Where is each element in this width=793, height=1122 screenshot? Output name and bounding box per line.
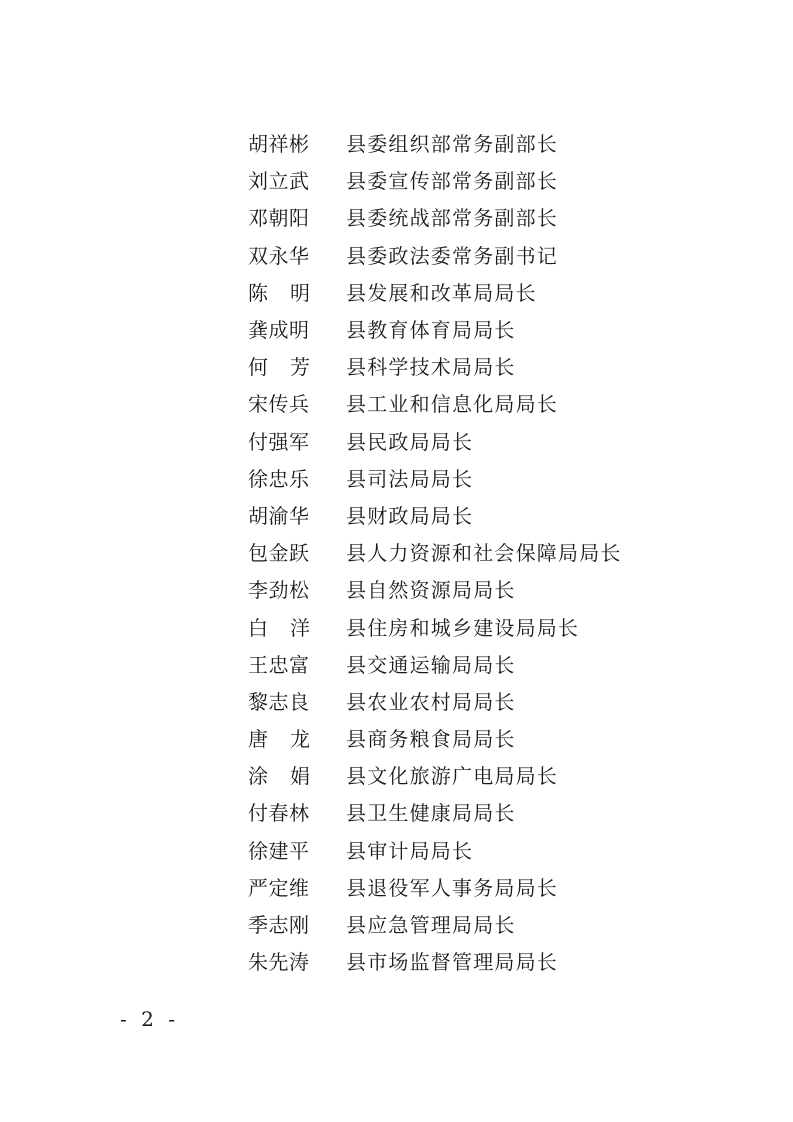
position-title: 县委宣传部常务副部长: [346, 169, 558, 194]
appointment-list: [248, 124, 768, 979]
person-name: 徐建平: [248, 838, 310, 863]
list-item: [248, 422, 768, 459]
position-title: 县民政局局长: [346, 429, 474, 454]
position-title: 县委统战部常务副部长: [346, 206, 558, 231]
list-item: [248, 347, 768, 384]
position-title: 县科学技术局局长: [346, 355, 516, 380]
position-title: 县市场监督管理局局长: [346, 950, 558, 975]
position-title: 县财政局局长: [346, 503, 474, 528]
list-item: [248, 793, 768, 830]
person-name: 王忠富: [248, 652, 310, 677]
position-title: 县审计局局长: [346, 838, 474, 863]
list-item: [248, 868, 768, 905]
person-name: 陈明: [248, 280, 332, 305]
position-title: 县自然资源局局长: [346, 578, 516, 603]
list-item: [248, 161, 768, 198]
person-name: 何芳: [248, 355, 332, 380]
position-title: 县教育体育局局长: [346, 318, 516, 343]
list-item: [248, 719, 768, 756]
person-name: 徐忠乐: [248, 466, 310, 491]
list-item: [248, 831, 768, 868]
position-title: 县委政法委常务副书记: [346, 243, 558, 268]
list-item: [248, 310, 768, 347]
list-item: [248, 533, 768, 570]
list-item: [248, 236, 768, 273]
person-name: 胡渝华: [248, 503, 310, 528]
position-title: 县工业和信息化局局长: [346, 392, 558, 417]
person-name: 严定维: [248, 875, 310, 900]
list-item: [248, 682, 768, 719]
position-title: 县应急管理局局长: [346, 913, 516, 938]
position-title: 县卫生健康局局长: [346, 801, 516, 826]
position-title: 县委组织部常务副部长: [346, 132, 558, 157]
person-name: 朱先涛: [248, 950, 310, 975]
list-item: [248, 942, 768, 979]
person-name: 双永华: [248, 243, 310, 268]
position-title: 县发展和改革局局长: [346, 280, 537, 305]
person-name: 李劲松: [248, 578, 310, 603]
list-item: [248, 124, 768, 161]
position-title: 县商务粮食局局长: [346, 727, 516, 752]
list-item: [248, 198, 768, 235]
person-name: 胡祥彬: [248, 132, 310, 157]
person-name: 龚成明: [248, 318, 310, 343]
position-title: 县退役军人事务局局长: [346, 875, 558, 900]
list-item: [248, 607, 768, 644]
person-name: 唐龙: [248, 727, 332, 752]
person-name: 付强军: [248, 429, 310, 454]
position-title: 县司法局局长: [346, 466, 474, 491]
person-name: 刘立武: [248, 169, 310, 194]
page-number: - 2 -: [120, 1007, 179, 1031]
list-item: [248, 459, 768, 496]
person-name: 付春林: [248, 801, 310, 826]
person-name: 宋传兵: [248, 392, 310, 417]
list-item: [248, 645, 768, 682]
person-name: 涂娟: [248, 764, 332, 789]
list-item: [248, 384, 768, 421]
list-item: [248, 496, 768, 533]
person-name: 黎志良: [248, 689, 310, 714]
person-name: 季志刚: [248, 913, 310, 938]
position-title: 县农业农村局局长: [346, 689, 516, 714]
list-item: [248, 273, 768, 310]
person-name: 白洋: [248, 615, 332, 640]
person-name: 邓朝阳: [248, 206, 310, 231]
list-item: [248, 905, 768, 942]
person-name: 包金跃: [248, 541, 310, 566]
position-title: 县人力资源和社会保障局局长: [346, 541, 622, 566]
position-title: 县交通运输局局长: [346, 652, 516, 677]
list-item: [248, 756, 768, 793]
list-item: [248, 570, 768, 607]
position-title: 县文化旅游广电局局长: [346, 764, 558, 789]
position-title: 县住房和城乡建设局局长: [346, 615, 580, 640]
